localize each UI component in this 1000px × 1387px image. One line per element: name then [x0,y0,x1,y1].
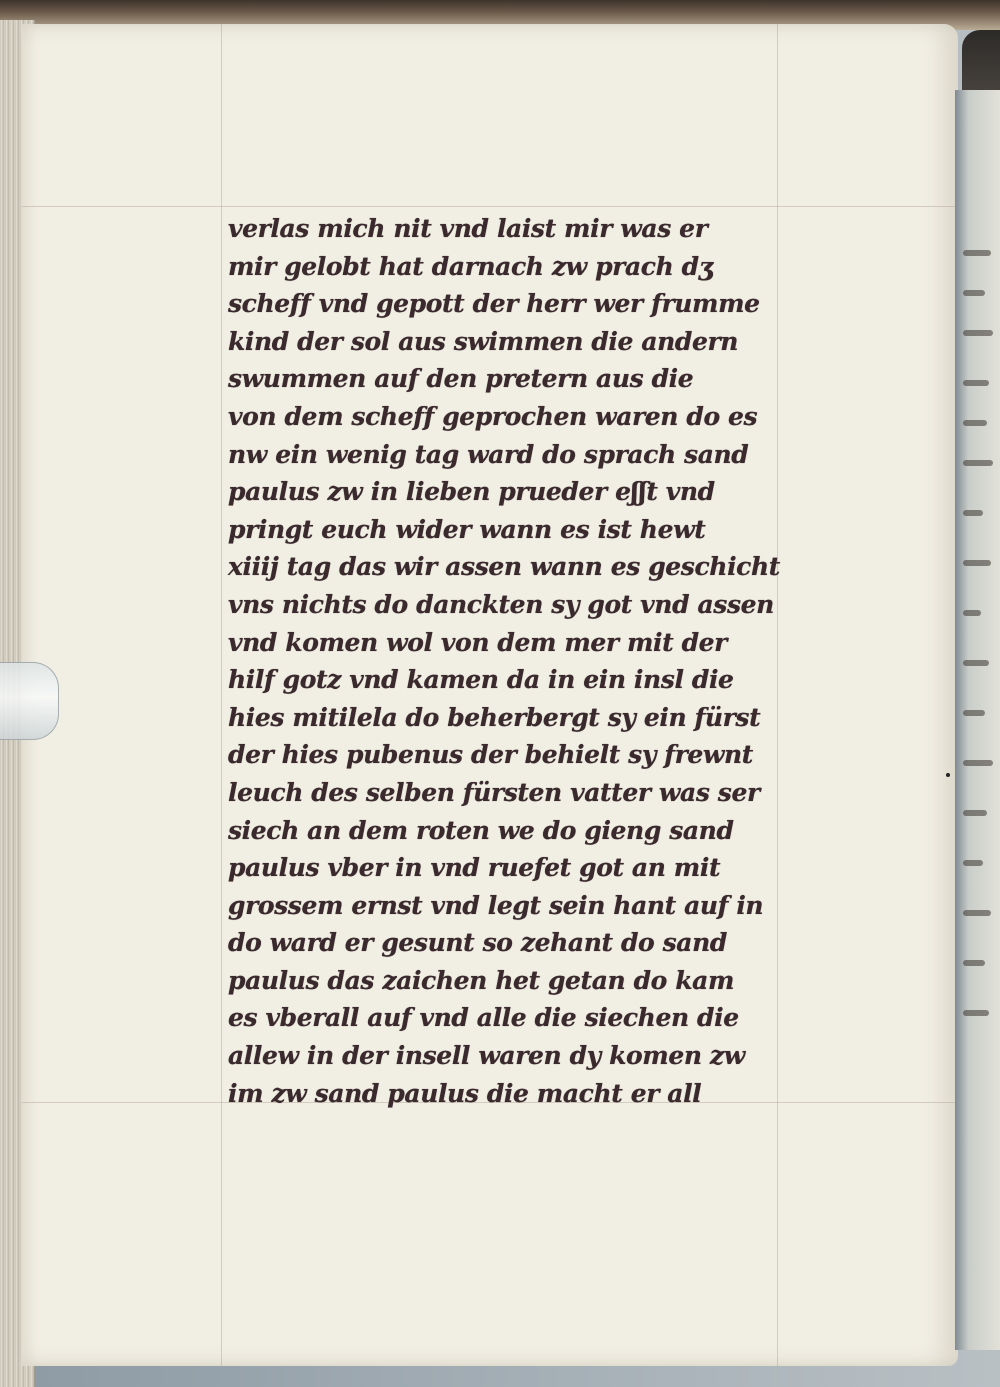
text-line: nw ein wenig tag ward do sprach sand [228,439,749,469]
text-line: paulus vber in vnd ruefet got an mit [228,853,721,883]
ink-speck [946,773,950,777]
text-line: mir gelobt hat darnach zw prach dʒ [228,251,713,281]
text-line: im zw sand paulus die macht er all [228,1078,702,1108]
text-line: der hies pubenus der behielt sy frewnt [228,740,753,770]
text-line: von dem scheff geprochen waren do es [228,401,758,431]
page-clip [0,662,59,740]
text-line: hies mitilela do beherbergt sy ein fürst [228,702,761,732]
facing-page-edge [955,90,1000,1350]
text-line: vnd komen wol von dem mer mit der [228,627,727,657]
text-line: do ward er gesunt so zehant do sand [228,928,727,958]
text-line: allew in der insell waren dy komen zw [228,1041,745,1071]
text-line: swummen auf den pretern aus die [228,364,694,394]
text-line: vns nichts do danckten sy got vnd assen [228,589,774,619]
text-line: grossem ernst vnd legt sein hant auf in [228,890,764,920]
text-line: verlas mich nit vnd laist mir was er [228,214,708,243]
text-line: hilf gotz vnd kamen da in ein insl die [228,665,734,695]
text-line: kind der sol aus swimmen die andern [228,326,739,356]
text-line: siech an dem roten we do gieng sand [228,815,734,845]
text-line: scheff vnd gepott der herr wer frumme [228,289,760,319]
text-line: xiiij tag das wir assen wann es geschicht [228,552,780,582]
text-line: leuch des selben fürsten vatter was ser [228,777,760,807]
ruling-line-top [22,206,958,207]
text-line: es vberall auf vnd alle die siechen die [228,1003,739,1033]
ruling-line-left [221,24,222,1366]
text-line: pringt euch wider wann es ist hewt [228,514,706,544]
text-line: paulus das zaichen het getan do kam [228,965,735,995]
manuscript-text-block [228,210,818,1112]
text-line: paulus zw in lieben prueder eʃʃt vnd [228,477,715,507]
